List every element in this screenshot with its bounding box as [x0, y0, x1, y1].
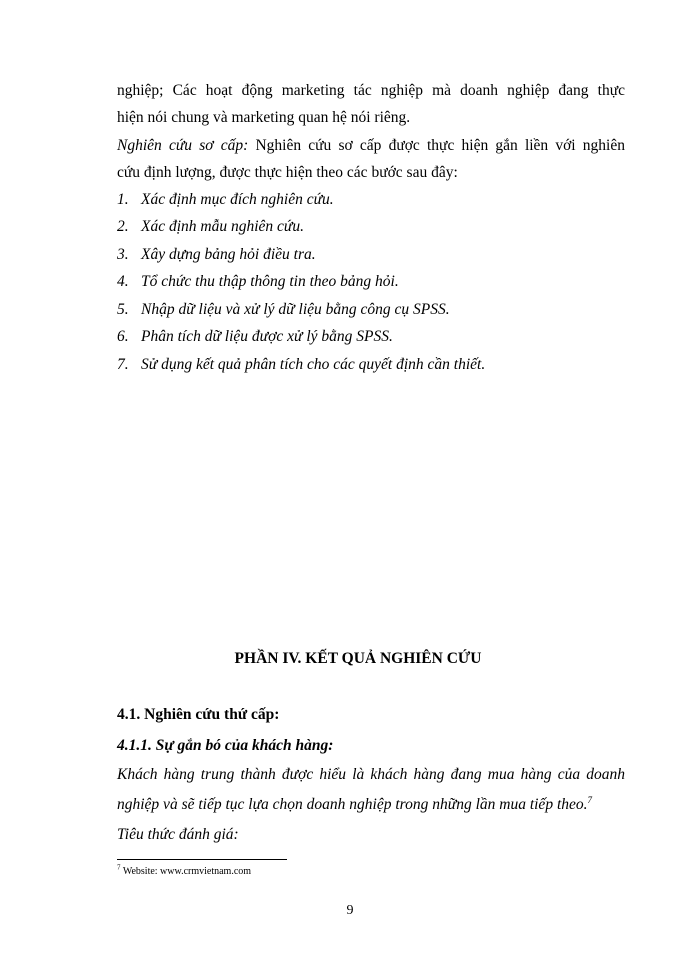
list-item: 3. Xây dựng bảng hỏi điều tra. — [117, 246, 316, 263]
footnote-reference[interactable]: 7 — [587, 794, 593, 805]
footnote — [117, 863, 252, 878]
section-heading: 4.1. Nghiên cứu thứ cấp: — [117, 706, 280, 723]
paragraph-line: Tiêu thức đánh giá: — [117, 826, 239, 843]
list-item: 4. Tổ chức thu thập thông tin theo bảng hỏi. — [117, 273, 399, 290]
paragraph-text: Nghiên cứu sơ cấp được thực hiện gắn liền với nghiên — [248, 137, 625, 154]
footnote-separator — [117, 859, 287, 860]
paragraph-line — [117, 136, 625, 156]
page-number: 9 — [346, 903, 354, 918]
list-item: 6. Phân tích dữ liệu được xử lý bằng SPSS. — [117, 328, 393, 345]
list-item: 5. Nhập dữ liệu và xử lý dữ liệu bằng công cụ SPSS. — [117, 301, 450, 318]
list-item: 2. Xác định mẫu nghiên cứu. — [117, 218, 304, 235]
paragraph-line: nghiệp và sẽ tiếp tục lựa chọn doanh nghiệp trong những lần mua tiếp theo.$^7$ — [117, 794, 593, 813]
paragraph-line: nghiệp; Các hoạt động marketing tác nghiệp mà doanh nghiệp đang thực — [117, 82, 625, 99]
paragraph-line: hiện nói chung và marketing quan hệ nói riêng. — [117, 109, 411, 126]
footnote-marker: 7 — [117, 863, 121, 872]
paragraph-line: Khách hàng trung thành được hiểu là khách hàng đang mua hàng của doanh — [117, 766, 625, 783]
list-item: 7. Sử dụng kết quả phân tích cho các quyết định cần thiết. — [117, 356, 486, 373]
list-item: 1. Xác định mục đích nghiên cứu. — [117, 191, 334, 208]
subsection-heading: 4.1.1. Sự gắn bó của khách hàng: — [117, 737, 334, 754]
paragraph-line: cứu định lượng, được thực hiện theo các bước sau đây: — [117, 164, 458, 181]
part-heading: PHẦN IV. KẾT QUẢ NGHIÊN CỨU — [234, 650, 482, 667]
footnote-text: Website: www.crmvietnam.com — [120, 866, 252, 877]
primary-research-label: Nghiên cứu sơ cấp: — [117, 137, 249, 154]
